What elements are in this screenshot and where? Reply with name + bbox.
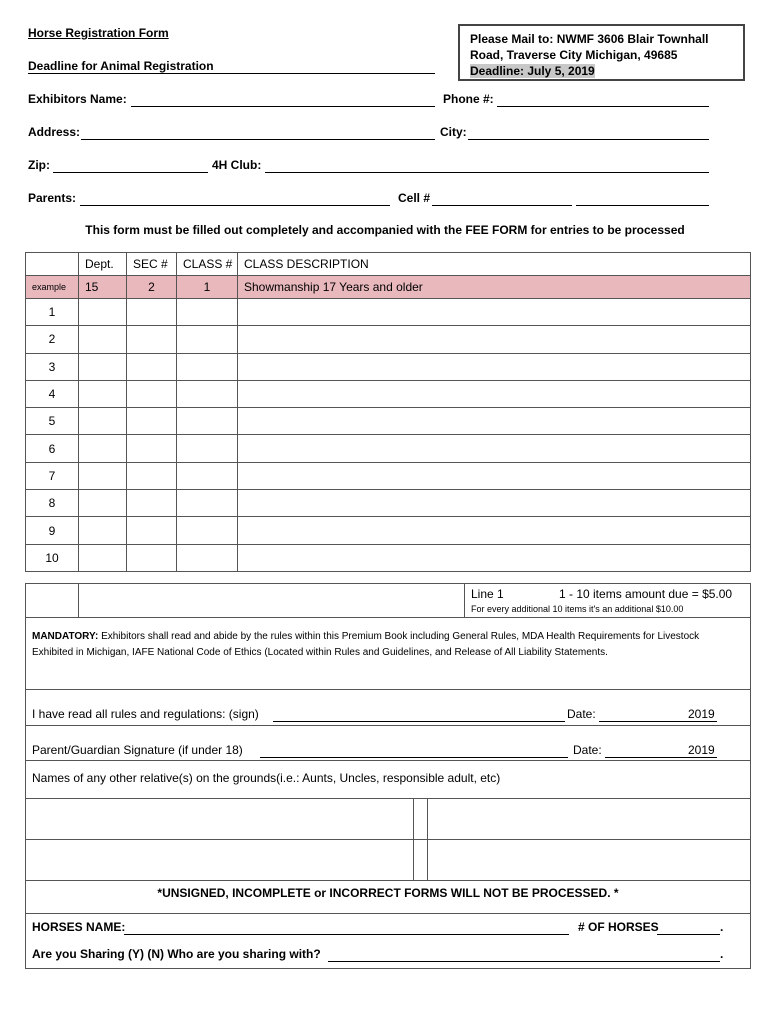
description-cell[interactable] <box>238 490 751 517</box>
row-number: 3 <box>26 353 79 380</box>
description-cell[interactable] <box>238 408 751 435</box>
relatives-label: Names of any other relative(s) on the grounds(i.e.: Aunts, Uncles, responsible adult, etc) <box>32 771 501 785</box>
sec-cell[interactable] <box>127 544 177 571</box>
dept-cell[interactable] <box>79 517 127 544</box>
mandatory-text-block <box>32 629 742 661</box>
dept-cell[interactable] <box>79 462 127 489</box>
mail-deadline: Deadline: July 5, 2019 <box>470 64 595 78</box>
dept-cell[interactable] <box>79 490 127 517</box>
fee-divider-right <box>464 583 465 618</box>
relative-name-cell[interactable] <box>26 799 412 838</box>
relative-name-cell[interactable] <box>428 840 750 880</box>
relative-name-cell[interactable] <box>428 799 750 838</box>
table-row <box>26 490 751 517</box>
deadline-label: Deadline for Animal Registration <box>28 59 214 73</box>
class-cell[interactable] <box>177 462 238 489</box>
fee-divider-left <box>78 583 79 618</box>
table-row <box>26 353 751 380</box>
description-cell[interactable] <box>238 380 751 407</box>
cell-field-1[interactable] <box>432 205 572 206</box>
example-sec: 2 <box>127 276 177 299</box>
table-row <box>26 544 751 571</box>
parent-date-year: 2019 <box>688 743 715 757</box>
dept-cell[interactable] <box>79 544 127 571</box>
parent-sign-field[interactable] <box>260 757 568 758</box>
class-cell[interactable] <box>177 435 238 462</box>
cell-field-2[interactable] <box>576 205 709 206</box>
rules-date-field[interactable] <box>599 721 717 722</box>
table-row <box>26 380 751 407</box>
class-cell[interactable] <box>177 408 238 435</box>
sec-cell[interactable] <box>127 435 177 462</box>
warning-text: *UNSIGNED, INCOMPLETE or INCORRECT FORMS WILL NOT BE PROCESSED. * <box>157 886 619 900</box>
example-label: example <box>26 276 79 299</box>
horse-count-end: . <box>720 920 724 934</box>
row-number: 8 <box>26 490 79 517</box>
address-label: Address: <box>28 125 81 139</box>
description-cell[interactable] <box>238 517 751 544</box>
signature-divider-1 <box>25 725 751 726</box>
class-cell[interactable] <box>177 517 238 544</box>
table-row <box>26 517 751 544</box>
horses-name-label: HORSES NAME: <box>32 920 126 934</box>
signature-divider-2 <box>25 760 751 761</box>
description-cell[interactable] <box>238 462 751 489</box>
table-row <box>26 408 751 435</box>
dept-cell[interactable] <box>79 299 127 326</box>
parents-field[interactable] <box>80 205 390 206</box>
mail-line-2: Road, Traverse City Michigan, 49685 <box>470 48 678 62</box>
parent-date-label: Date: <box>573 743 602 757</box>
relative-name-cell[interactable] <box>26 840 412 880</box>
header-sec: SEC # <box>127 253 177 276</box>
description-cell[interactable] <box>238 299 751 326</box>
description-cell[interactable] <box>238 326 751 353</box>
relatives-grid-col-1 <box>413 798 414 881</box>
table-row <box>26 326 751 353</box>
class-entry-table <box>25 252 751 572</box>
parent-sign-label: Parent/Guardian Signature (if under 18) <box>32 743 243 757</box>
sec-cell[interactable] <box>127 462 177 489</box>
class-cell[interactable] <box>177 490 238 517</box>
sharing-label: Are you Sharing (Y) (N) Who are you sharing with? <box>32 947 321 961</box>
parents-label: Parents: <box>28 191 77 205</box>
class-cell[interactable] <box>177 326 238 353</box>
example-row <box>26 276 751 299</box>
example-dept: 15 <box>79 276 127 299</box>
sec-cell[interactable] <box>127 326 177 353</box>
dept-cell[interactable] <box>79 435 127 462</box>
sec-cell[interactable] <box>127 517 177 544</box>
horse-count-field[interactable] <box>657 934 720 935</box>
club-label: 4H Club: <box>212 158 262 172</box>
dept-cell[interactable] <box>79 353 127 380</box>
address-field[interactable] <box>81 139 435 140</box>
rules-date-year: 2019 <box>688 707 715 721</box>
mandatory-text: Exhibitors shall read and abide by the rules within this Premium Book including General Rules, MDA Health Requirements for Livestock Exhibited in Michigan, IAFE National Code of Ethics (Located within Rules and Guidelines, and Release of All Liability Statements. <box>32 631 700 658</box>
description-cell[interactable] <box>238 353 751 380</box>
zip-field[interactable] <box>53 172 208 173</box>
example-description: Showmanship 17 Years and older <box>238 276 751 299</box>
table-header-row <box>26 253 751 276</box>
header-dept: Dept. <box>79 253 127 276</box>
table-row <box>26 462 751 489</box>
sec-cell[interactable] <box>127 490 177 517</box>
form-title: Horse Registration Form <box>28 26 169 40</box>
cell-label: Cell # <box>398 191 431 205</box>
example-class: 1 <box>177 276 238 299</box>
mandatory-label: MANDATORY: <box>32 631 99 642</box>
row-number: 1 <box>26 299 79 326</box>
rules-date-label: Date: <box>567 707 596 721</box>
dept-cell[interactable] <box>79 326 127 353</box>
sec-cell[interactable] <box>127 408 177 435</box>
phone-field[interactable] <box>497 106 709 107</box>
deadline-underline <box>28 73 435 74</box>
mail-line-1: Please Mail to: NWMF 3606 Blair Townhall <box>470 32 709 46</box>
dept-cell[interactable] <box>79 380 127 407</box>
rules-sign-label: I have read all rules and regulations: (sign) <box>32 707 259 721</box>
fee-line-label: Line 1 <box>471 587 504 601</box>
exhibitor-name-field[interactable] <box>131 106 435 107</box>
club-field[interactable] <box>265 172 709 173</box>
description-cell[interactable] <box>238 544 751 571</box>
row-number: 5 <box>26 408 79 435</box>
mail-to-box <box>458 24 745 81</box>
sharing-field[interactable] <box>328 961 720 962</box>
instruction-text: This form must be filled out completely and accompanied with the FEE FORM for entries to be processed <box>85 223 685 237</box>
row-number: 7 <box>26 462 79 489</box>
class-cell[interactable] <box>177 544 238 571</box>
horse-count-label: # OF HORSES <box>578 920 659 934</box>
table-row <box>26 435 751 462</box>
fee-amount: 1 - 10 items amount due = $5.00 <box>559 587 733 601</box>
class-cell[interactable] <box>177 299 238 326</box>
row-number: 2 <box>26 326 79 353</box>
class-cell[interactable] <box>177 380 238 407</box>
row-number: 6 <box>26 435 79 462</box>
sec-cell[interactable] <box>127 299 177 326</box>
parent-date-field[interactable] <box>605 757 717 758</box>
city-field[interactable] <box>468 139 709 140</box>
description-cell[interactable] <box>238 435 751 462</box>
header-class: CLASS # <box>177 253 238 276</box>
row-number: 4 <box>26 380 79 407</box>
rules-sign-field[interactable] <box>273 721 565 722</box>
sec-cell[interactable] <box>127 353 177 380</box>
dept-cell[interactable] <box>79 408 127 435</box>
sharing-end: . <box>720 947 724 961</box>
zip-label: Zip: <box>28 158 50 172</box>
horses-name-field[interactable] <box>124 934 569 935</box>
phone-label: Phone #: <box>443 92 494 106</box>
header-cell-blank <box>26 253 79 276</box>
sec-cell[interactable] <box>127 380 177 407</box>
row-number: 10 <box>26 544 79 571</box>
row-number: 9 <box>26 517 79 544</box>
table-row <box>26 299 751 326</box>
city-label: City: <box>440 125 467 139</box>
header-class-description: CLASS DESCRIPTION <box>238 253 751 276</box>
exhibitor-name-label: Exhibitors Name: <box>28 92 127 106</box>
fee-additional: For every additional 10 items it's an additional $10.00 <box>471 604 684 614</box>
class-cell[interactable] <box>177 353 238 380</box>
